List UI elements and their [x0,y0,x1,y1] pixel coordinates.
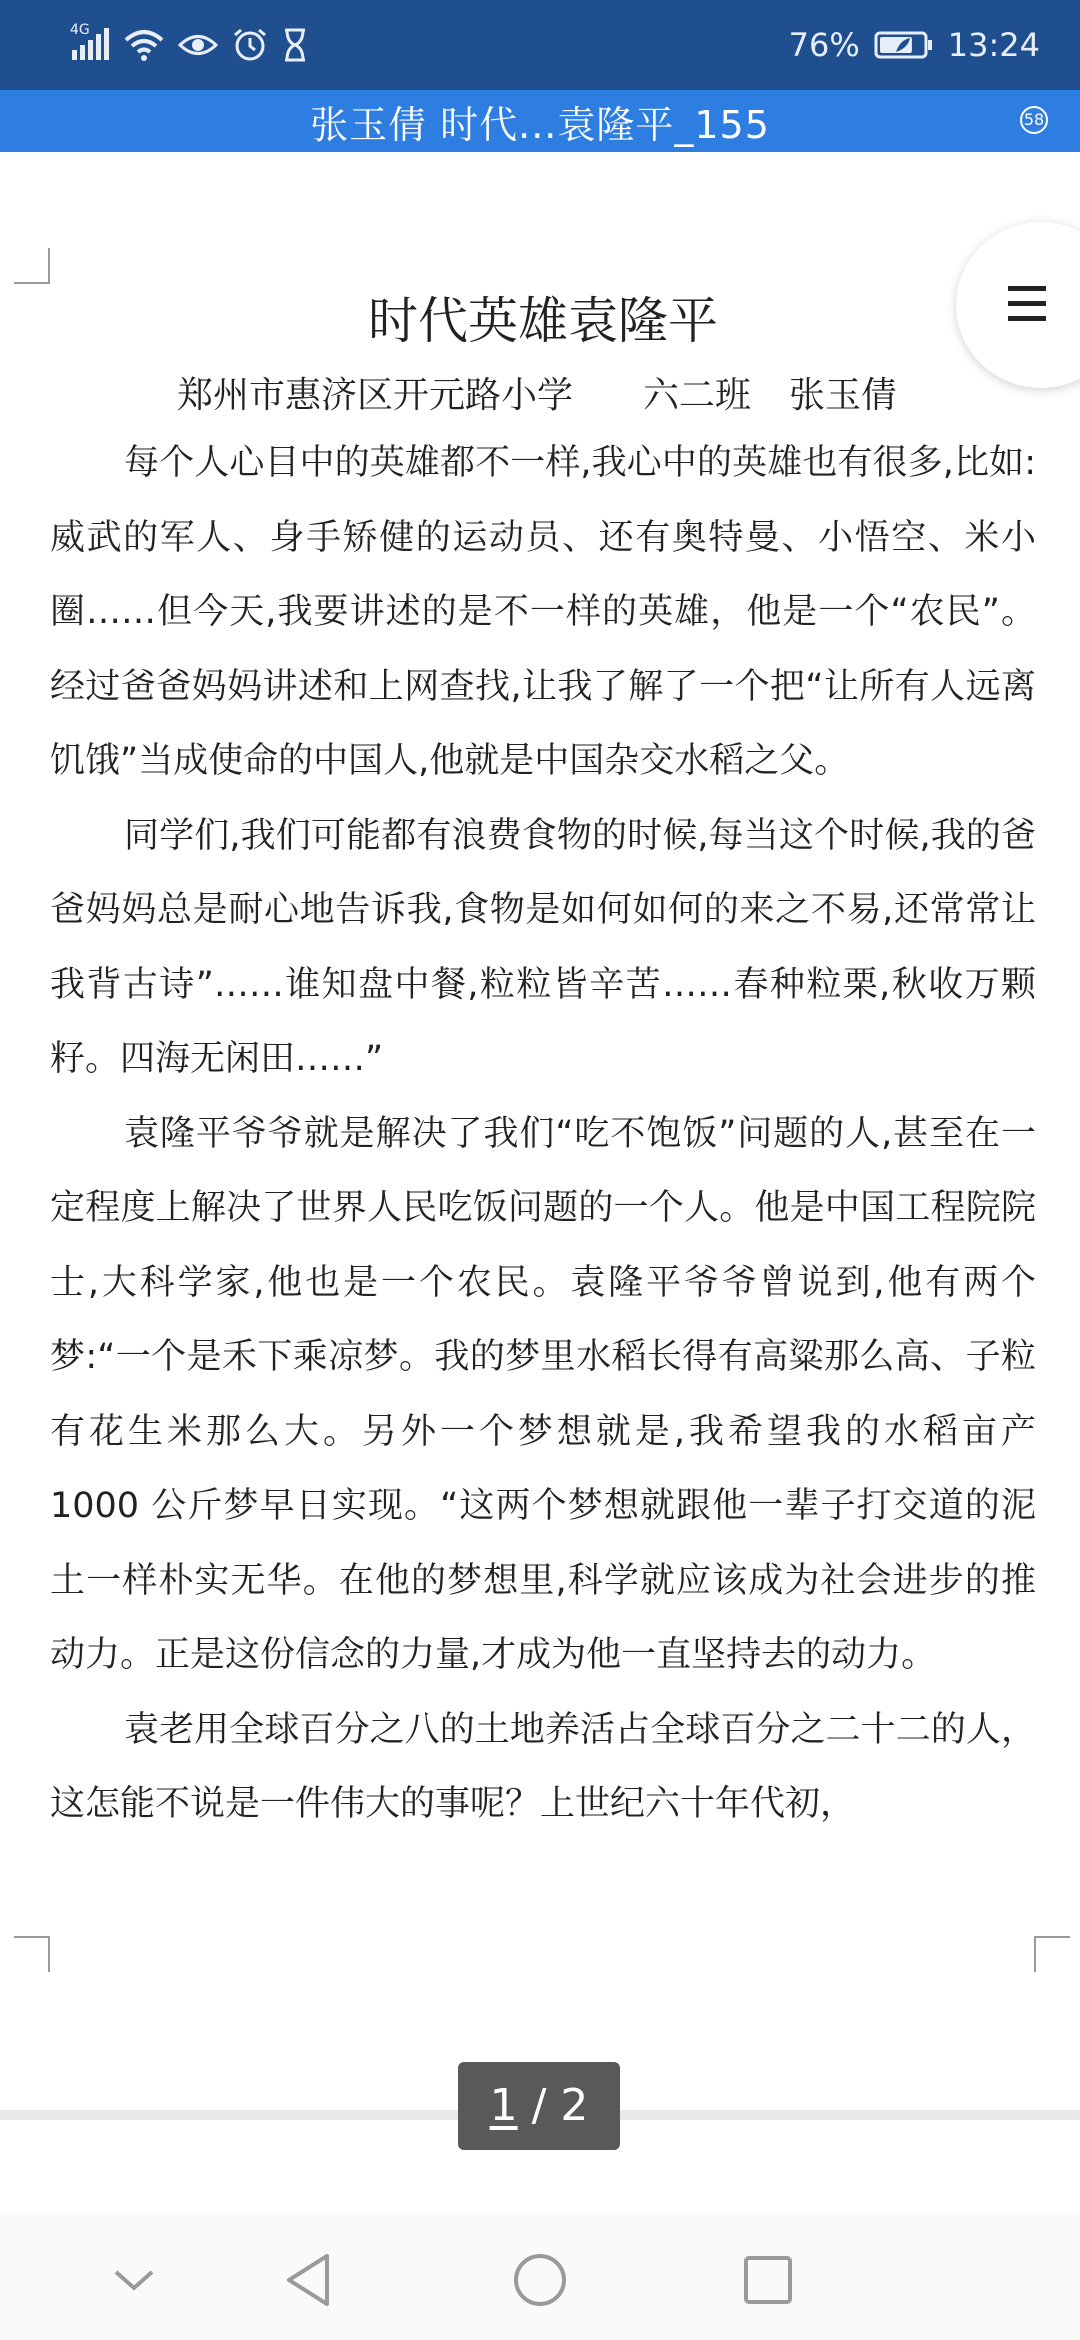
clock: 13:24 [947,26,1040,64]
back-button[interactable] [260,2232,356,2328]
system-nav-bar [0,2214,1080,2340]
crop-mark-bottom-right [1034,1936,1070,1972]
essay-title: 时代英雄袁隆平 [368,292,718,350]
home-button[interactable] [492,2232,588,2328]
collapse-icon [112,2266,156,2294]
recents-icon [742,2254,794,2306]
document-content [50,276,1036,1842]
home-icon [512,2252,568,2308]
page-indicator[interactable] [458,2062,620,2150]
byline-author: 张玉倩 [789,375,898,416]
essay-paragraph: 袁老用全球百分之八的土地养活占全球百分之二十二的人，这怎能不说是一件伟大的事呢？上世纪六十年代初， [50,1709,1036,1824]
hamburger-menu-icon [1006,284,1050,324]
page-separator: / [517,2080,561,2131]
recents-button[interactable] [720,2232,816,2328]
network-type-label: 4G [70,22,90,38]
essay-paragraph: 袁隆平爷爷就是解决了我们“吃不饱饭”问题的人,甚至在一定程度上解决了世界人民吃饭问题的一个人。他是中国工程院院士,大科学家,他也是一个农民。袁隆平爷爷曾说到,他有两个梦:“一个是禾下乘凉梦。我的梦里水稻长得有高粱那么高、子粒有花生米那么大。另外一个梦想就是,我希望我的水稻亩产 1000 公斤梦早日实现。“这两个梦想就跟他一辈子打交道的泥土一样朴实无华。在他的梦想里,科学就应该成为社会进步的推动力。正是这份信念的力量,才成为他一直坚持去的动力。 [50,1113,1036,1675]
back-icon [283,2252,333,2308]
essay-paragraph: 每个人心目中的英雄都不一样,我心中的英雄也有很多,比如:威武的军人、身手矫健的运动员、还有奥特曼、小悟空、米小圈……但今天,我要讲述的是不一样的英雄，他是一个“农民”。经过爸爸妈妈讲述和上网查找,让我了解了一个把“让所有人远离饥饿”当成使命的中国人,他就是中国杂交水稻之父。 [50,443,1036,781]
current-page: 1 [489,2080,518,2131]
byline-school: 郑州市惠济区开元路小学 [176,375,573,416]
signal-icon [70,22,110,62]
hourglass-icon [282,28,308,62]
document-page[interactable] [0,152,1080,2112]
status-right [789,26,1040,64]
status-bar [0,0,1080,90]
battery-icon [874,30,934,60]
battery-percent: 76% [788,26,860,64]
byline-class: 六二班 [642,375,751,416]
crop-mark-bottom-left [14,1936,50,1972]
wifi-icon [124,28,164,62]
collapse-button[interactable] [86,2232,182,2328]
document-title-bar [0,90,1080,152]
status-icons [70,22,308,62]
alarm-icon [232,28,268,62]
essay-byline [38,366,1036,426]
crop-mark-top-left [14,248,50,284]
eye-icon [178,28,218,62]
document-title: 张玉倩 时代...袁隆平_155 [310,102,770,147]
total-pages: 2 [560,2080,589,2131]
page-count-badge[interactable]: 58 [1020,106,1048,134]
essay-paragraph: 同学们,我们可能都有浪费食物的时候,每当这个时候,我的爸爸妈妈总是耐心地告诉我,食物是如何如何的来之不易,还常常让我背古诗”……谁知盘中餐,粒粒皆辛苦……春种粒栗,秋收万颗籽。四海无闲田……” [50,815,1036,1079]
